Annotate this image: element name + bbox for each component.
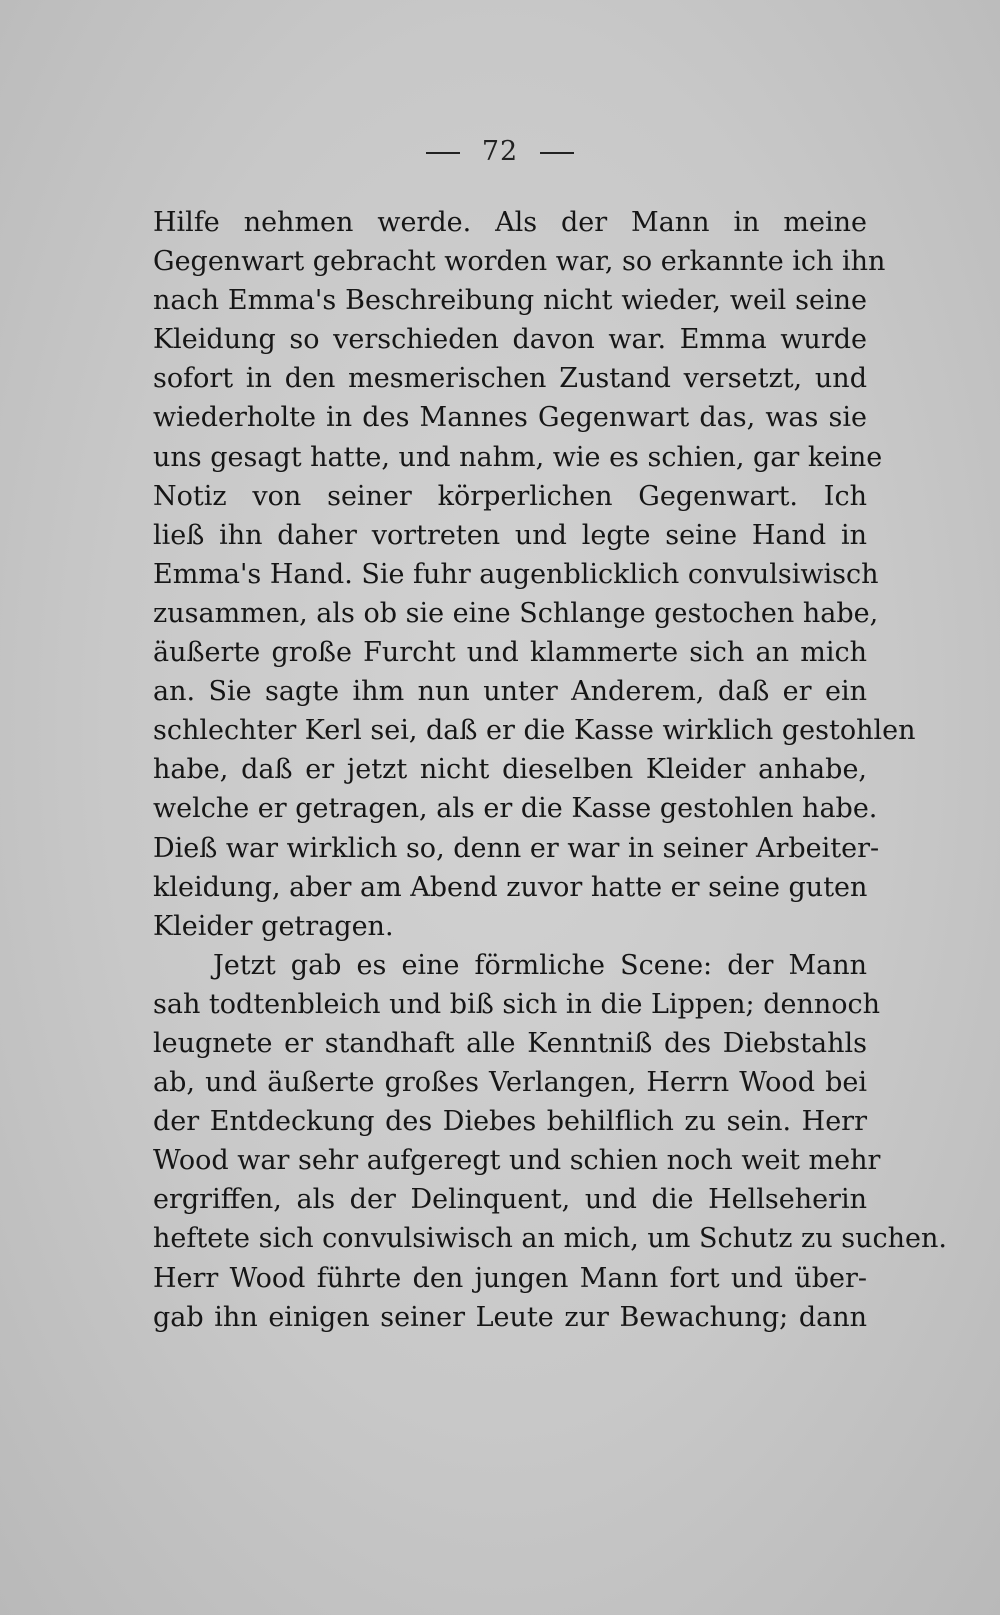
text-line: Kleider getragen. (153, 910, 394, 942)
text-line: Wood war sehr aufgeregt und schien noch weit mehr (153, 1145, 881, 1177)
text-line: Dieß war wirklich so, denn er war in seiner Arbeiter- (153, 832, 880, 864)
text-line: schlechter Kerl sei, daß er die Kasse wirklich gestohlen (153, 715, 916, 747)
text-line: habe, daß er jetzt nicht dieselben Kleider anhabe, (153, 754, 867, 786)
text-line: wiederholte in des Mannes Gegenwart das, was sie (153, 402, 867, 434)
paragraph-1 (153, 203, 916, 946)
page-number: 72 (481, 136, 519, 167)
text-line: ergriffen, als der Delinquent, und die Hellseherin (153, 1184, 867, 1216)
text-line: ab, und äußerte großes Verlangen, Herrn Wood bei (153, 1067, 867, 1099)
text-line: Emma's Hand. Sie fuhr augenblicklich convulsiwisch (153, 558, 879, 590)
paragraph-2 (153, 946, 947, 1337)
text-line: gab ihn einigen seiner Leute zur Bewachung; dann (153, 1301, 867, 1333)
text-line: sofort in den mesmerischen Zustand versetzt, und (153, 363, 867, 395)
text-line: Herr Wood führte den jungen Mann fort und über- (153, 1262, 867, 1294)
text-line: Gegenwart gebracht worden war, so erkannte ich ihn (153, 246, 886, 278)
text-line: äußerte große Furcht und klammerte sich an mich (153, 637, 867, 669)
text-line: zusammen, als ob sie eine Schlange gestochen habe, (153, 597, 879, 629)
text-line: Kleidung so verschieden davon war. Emma wurde (153, 324, 867, 356)
text-line: ließ ihn daher vortreten und legte seine Hand in (153, 519, 867, 551)
text-line: heftete sich convulsiwisch an mich, um Schutz zu suchen. (153, 1223, 947, 1255)
text-line: der Entdeckung des Diebes behilflich zu sein. Herr (153, 1106, 867, 1138)
body-text (153, 203, 947, 1337)
text-line: kleidung, aber am Abend zuvor hatte er seine guten (153, 871, 868, 903)
page-header (0, 136, 1000, 167)
text-line: Jetzt gab es eine förmliche Scene: der Mann (213, 949, 867, 981)
text-line: Notiz von seiner körperlichen Gegenwart. Ich (153, 480, 867, 512)
text-line: leugnete er standhaft alle Kenntniß des Diebstahls (153, 1027, 867, 1059)
text-line: nach Emma's Beschreibung nicht wieder, weil seine (153, 285, 867, 317)
text-line: sah todtenbleich und biß sich in die Lippen; dennoch (153, 988, 880, 1020)
text-line: uns gesagt hatte, und nahm, wie es schien, gar keine (153, 441, 883, 473)
text-line: an. Sie sagte ihm nun unter Anderem, daß er ein (153, 676, 867, 708)
text-line: Hilfe nehmen werde. Als der Mann in meine (153, 207, 867, 238)
text-line: welche er getragen, als er die Kasse gestohlen habe. (153, 793, 878, 825)
right-dash-ornament (540, 152, 574, 154)
left-dash-ornament (426, 152, 460, 154)
